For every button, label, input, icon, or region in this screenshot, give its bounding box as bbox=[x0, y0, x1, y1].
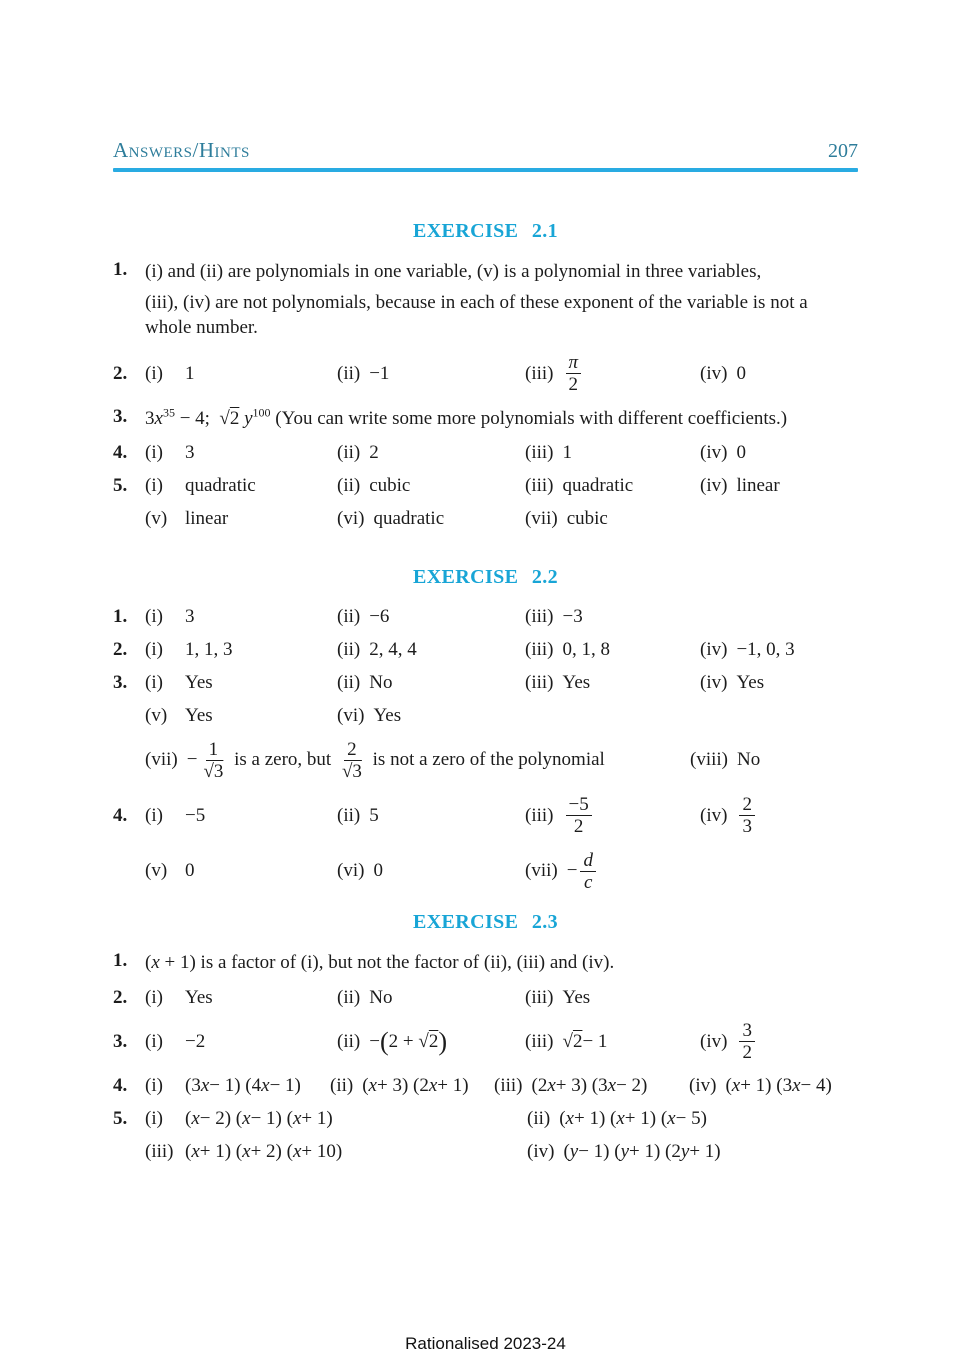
cell-label: (i) bbox=[145, 606, 163, 628]
section-heading: EXERCISE 2.3 bbox=[412, 911, 559, 934]
answer-cell bbox=[525, 672, 700, 694]
cell-value: 0 bbox=[736, 442, 746, 464]
cell-label: (i) bbox=[145, 639, 163, 661]
cell-value: √ 2 − 1 bbox=[562, 1030, 608, 1052]
cell-label: (iii) bbox=[525, 672, 554, 694]
answer-paragraph bbox=[113, 406, 858, 431]
answer-paragraph bbox=[113, 259, 858, 340]
cell-label: (i) bbox=[145, 672, 163, 694]
cell-value: −1, 0, 3 bbox=[736, 639, 795, 661]
cell-label: (iv) bbox=[700, 639, 728, 661]
cell-label: (ii) bbox=[337, 639, 361, 661]
cell-label: (iii) bbox=[525, 475, 554, 497]
answer-cell bbox=[145, 1108, 527, 1130]
answer-cell bbox=[145, 705, 337, 727]
cell-value: − d c bbox=[567, 848, 599, 896]
page-header bbox=[113, 138, 858, 163]
cell-label: (i) bbox=[145, 1030, 163, 1052]
cell-label: (ii) bbox=[337, 672, 361, 694]
cell-label: (vii) bbox=[145, 749, 178, 771]
answer-cell bbox=[337, 508, 525, 530]
cell-label: (i) bbox=[145, 475, 163, 497]
answer-row bbox=[113, 792, 858, 840]
item-number: 1. bbox=[113, 606, 128, 628]
cell-value: 3 bbox=[185, 606, 195, 628]
cell-value: 5 bbox=[369, 804, 379, 826]
answer-row bbox=[113, 848, 858, 896]
cell-label: (ii) bbox=[337, 804, 361, 826]
cell-label: (ii) bbox=[337, 362, 361, 384]
item-number: 4. bbox=[113, 804, 128, 826]
paragraph-line: $3x^{35} - 4$; √2 $y^{100}$ (You can write some more polynomials with different coefficients.) bbox=[145, 405, 788, 429]
cell-value: π 2 bbox=[563, 350, 585, 398]
paragraph-text bbox=[145, 950, 858, 975]
answer-cell bbox=[337, 705, 525, 727]
cell-label: (iv) bbox=[700, 672, 728, 694]
answer-row bbox=[113, 704, 858, 729]
cell-label: (iv) bbox=[689, 1075, 717, 1097]
cell-label: (iii) bbox=[525, 986, 554, 1008]
cell-value: No bbox=[369, 986, 393, 1008]
answer-cell bbox=[700, 1018, 858, 1066]
section-exercise-2-3 bbox=[113, 903, 858, 1173]
answer-cell bbox=[145, 639, 337, 661]
section-heading: EXERCISE 2.1 bbox=[412, 220, 559, 242]
cell-value: 2 3 bbox=[736, 792, 758, 840]
item-number: 4. bbox=[113, 1075, 128, 1097]
cell-label: (vi) bbox=[337, 860, 365, 882]
answer-cell bbox=[145, 1075, 330, 1097]
answer-cell bbox=[700, 672, 858, 694]
cell-value: Yes bbox=[562, 986, 591, 1008]
answer-cell bbox=[337, 475, 525, 497]
cell-label: (i) bbox=[145, 1075, 163, 1097]
page-title: Answers/Hints bbox=[113, 138, 250, 162]
answer-row bbox=[113, 605, 858, 630]
paragraph-line: (i) and (ii) are polynomials in one variable, (v) is a polynomial in three variables, bbox=[145, 261, 762, 282]
cell-label: (vi) bbox=[337, 705, 365, 727]
answer-cell bbox=[525, 442, 700, 464]
cell-value: Yes bbox=[373, 705, 402, 727]
answer-cell bbox=[525, 792, 700, 840]
item-number: 3. bbox=[113, 405, 128, 427]
cell-value: cubic bbox=[369, 475, 411, 497]
answer-row bbox=[113, 638, 858, 663]
answer-cell bbox=[145, 442, 337, 464]
cell-label: (vii) bbox=[525, 860, 558, 882]
answer-cell bbox=[337, 672, 525, 694]
item-number: 3. bbox=[113, 1030, 128, 1052]
cell-value: quadratic bbox=[373, 508, 445, 530]
cell-label: (i) bbox=[145, 442, 163, 464]
answer-cell bbox=[700, 792, 858, 840]
cell-value: cubic bbox=[566, 508, 608, 530]
cell-value: 0 bbox=[185, 860, 195, 882]
answer-row bbox=[113, 1140, 858, 1165]
cell-value: −5 bbox=[185, 804, 206, 826]
cell-label: (ii) bbox=[330, 1075, 354, 1097]
cell-label: (ii) bbox=[337, 606, 361, 628]
cell-value: (3 x − 1) (4 x − 1) bbox=[185, 1075, 301, 1097]
answer-cell bbox=[145, 1141, 527, 1163]
answer-cell bbox=[337, 1026, 525, 1056]
cell-value: − 1 √3 is a zero, but 2 √3 is not a zero of the polynomial bbox=[186, 738, 605, 782]
cell-value: Yes bbox=[185, 705, 213, 727]
cell-value: ( x + 3) (2 x + 1) bbox=[362, 1075, 469, 1097]
answer-row bbox=[113, 671, 858, 696]
answer-cell bbox=[527, 1141, 858, 1163]
cell-value: quadratic bbox=[562, 475, 634, 497]
answer-cell bbox=[145, 508, 337, 530]
cell-value: −1 bbox=[369, 362, 390, 384]
answer-cell bbox=[145, 363, 337, 385]
cell-value: Yes bbox=[736, 672, 765, 694]
answer-cell bbox=[494, 1075, 689, 1097]
cell-value: No bbox=[369, 672, 393, 694]
cell-label: (ii) bbox=[337, 475, 361, 497]
cell-label: (iii) bbox=[525, 804, 554, 826]
answer-cell bbox=[145, 860, 337, 882]
answer-cell bbox=[525, 987, 700, 1009]
cell-value: 0 bbox=[736, 362, 746, 384]
cell-label: (v) bbox=[145, 508, 168, 530]
cell-value: ( y − 1) ( y + 1) (2 y + 1) bbox=[563, 1141, 721, 1163]
item-number: 2. bbox=[113, 639, 128, 661]
cell-label: (i) bbox=[145, 362, 163, 384]
cell-value: No bbox=[737, 749, 761, 771]
answer-cell bbox=[525, 508, 700, 530]
paragraph-text bbox=[145, 406, 858, 431]
answer-cell bbox=[525, 848, 700, 896]
cell-label: (ii) bbox=[337, 986, 361, 1008]
cell-label: (iv) bbox=[700, 362, 728, 384]
cell-label: (iii) bbox=[525, 362, 554, 384]
cell-value: Yes bbox=[562, 672, 591, 694]
answer-cell bbox=[337, 606, 525, 628]
cell-value: linear bbox=[185, 508, 229, 530]
cell-label: (iii) bbox=[525, 1030, 554, 1052]
cell-label: (iv) bbox=[700, 442, 728, 464]
answer-cell bbox=[525, 1031, 700, 1053]
cell-value: ( x − 2) ( x − 1) ( x + 1) bbox=[185, 1108, 333, 1130]
cell-value: 1 bbox=[185, 362, 195, 384]
answer-row bbox=[113, 1107, 858, 1132]
cell-value: 0 bbox=[373, 860, 383, 882]
answer-row bbox=[113, 737, 858, 785]
answer-cell bbox=[330, 1075, 494, 1097]
answer-cell bbox=[700, 639, 858, 661]
item-number: 1. bbox=[113, 950, 128, 972]
cell-label: (iii) bbox=[145, 1141, 174, 1163]
cell-value: 2 bbox=[369, 442, 379, 464]
item-number: 3. bbox=[113, 672, 128, 694]
item-number: 4. bbox=[113, 442, 128, 464]
answer-cell bbox=[145, 606, 337, 628]
answer-cell bbox=[337, 987, 525, 1009]
cell-value: (2 x + 3) (3 x − 2) bbox=[531, 1075, 648, 1097]
item-number: 2. bbox=[113, 986, 128, 1008]
answer-cell bbox=[337, 442, 525, 464]
cell-value: −6 bbox=[369, 606, 390, 628]
answer-cell bbox=[337, 639, 525, 661]
answer-row bbox=[113, 350, 858, 398]
answer-row bbox=[113, 474, 858, 499]
cell-label: (iv) bbox=[700, 475, 728, 497]
cell-value: ( x + 1) ( x + 2) ( x + 10) bbox=[185, 1141, 343, 1163]
paragraph-line: (x + 1) is a factor of (i), but not the factor of (ii), (iii) and (iv). bbox=[145, 952, 615, 974]
cell-label: (iii) bbox=[494, 1075, 523, 1097]
item-number: 1. bbox=[113, 259, 128, 280]
answer-cell bbox=[145, 475, 337, 497]
cell-label: (iii) bbox=[525, 639, 554, 661]
cell-value: ( x + 1) (3 x − 4) bbox=[725, 1075, 832, 1097]
footer-note: Rationalised 2023-24 bbox=[405, 1334, 566, 1353]
item-number: 2. bbox=[113, 362, 128, 384]
answer-cell bbox=[145, 672, 337, 694]
cell-value: 1, 1, 3 bbox=[185, 639, 233, 661]
answer-cell bbox=[525, 350, 700, 398]
answer-paragraph bbox=[113, 950, 858, 975]
answer-cell bbox=[337, 860, 525, 882]
section-heading: EXERCISE 2.2 bbox=[412, 565, 559, 588]
cell-label: (ii) bbox=[527, 1108, 551, 1130]
paragraph-text bbox=[145, 259, 858, 340]
cell-label: (v) bbox=[145, 860, 168, 882]
cell-label: (iv) bbox=[527, 1141, 555, 1163]
answer-row bbox=[113, 985, 858, 1010]
answer-cell bbox=[337, 805, 525, 827]
answer-row bbox=[113, 441, 858, 466]
answer-cell bbox=[525, 639, 700, 661]
paragraph-line: (iii), (iv) are not polynomials, because in each of these exponent of the variable is not a whole number. bbox=[145, 292, 808, 338]
cell-value: − ( 2 + √ 2 ) bbox=[369, 1026, 448, 1056]
cell-label: (iv) bbox=[700, 804, 728, 826]
cell-value: −5 2 bbox=[563, 792, 595, 840]
answer-row bbox=[113, 1018, 858, 1066]
answer-cell bbox=[527, 1108, 858, 1130]
answer-cell bbox=[525, 475, 700, 497]
answer-cell bbox=[700, 442, 858, 464]
cell-value: −3 bbox=[562, 606, 583, 628]
cell-value: 3 2 bbox=[736, 1018, 758, 1066]
page-number: 207 bbox=[828, 140, 858, 162]
cell-label: (i) bbox=[145, 804, 163, 826]
answer-cell bbox=[337, 363, 525, 385]
answer-cell bbox=[690, 749, 858, 771]
section-exercise-2-2 bbox=[113, 540, 858, 904]
answer-cell bbox=[145, 1031, 337, 1053]
cell-value: 2, 4, 4 bbox=[369, 639, 417, 661]
cell-label: (iii) bbox=[525, 606, 554, 628]
cell-label: (v) bbox=[145, 705, 168, 727]
answer-cell bbox=[525, 606, 700, 628]
item-number: 5. bbox=[113, 1108, 128, 1130]
cell-label: (ii) bbox=[337, 442, 361, 464]
answer-cell bbox=[700, 475, 858, 497]
answer-cell bbox=[145, 737, 690, 785]
answer-cell bbox=[700, 363, 858, 385]
cell-value: 3 bbox=[185, 442, 195, 464]
answer-row bbox=[113, 507, 858, 532]
cell-value: −2 bbox=[185, 1030, 206, 1052]
answer-row bbox=[113, 1074, 858, 1099]
section-exercise-2-1 bbox=[113, 172, 858, 540]
cell-value: Yes bbox=[185, 986, 213, 1008]
cell-label: (iii) bbox=[525, 442, 554, 464]
cell-label: (vii) bbox=[525, 508, 558, 530]
cell-value: linear bbox=[736, 475, 780, 497]
cell-value: ( x + 1) ( x + 1) ( x − 5) bbox=[559, 1108, 707, 1130]
answer-cell bbox=[145, 805, 337, 827]
answer-cell bbox=[689, 1075, 858, 1097]
cell-label: (ii) bbox=[337, 1030, 361, 1052]
cell-value: 1 bbox=[562, 442, 572, 464]
cell-label: (vi) bbox=[337, 508, 365, 530]
answer-cell bbox=[145, 987, 337, 1009]
cell-label: (i) bbox=[145, 986, 163, 1008]
cell-value: 0, 1, 8 bbox=[562, 639, 610, 661]
cell-value: Yes bbox=[185, 672, 213, 694]
cell-label: (iv) bbox=[700, 1030, 728, 1052]
item-number: 5. bbox=[113, 475, 128, 497]
cell-value: quadratic bbox=[185, 475, 256, 497]
cell-label: (viii) bbox=[690, 749, 728, 771]
cell-label: (i) bbox=[145, 1108, 163, 1130]
